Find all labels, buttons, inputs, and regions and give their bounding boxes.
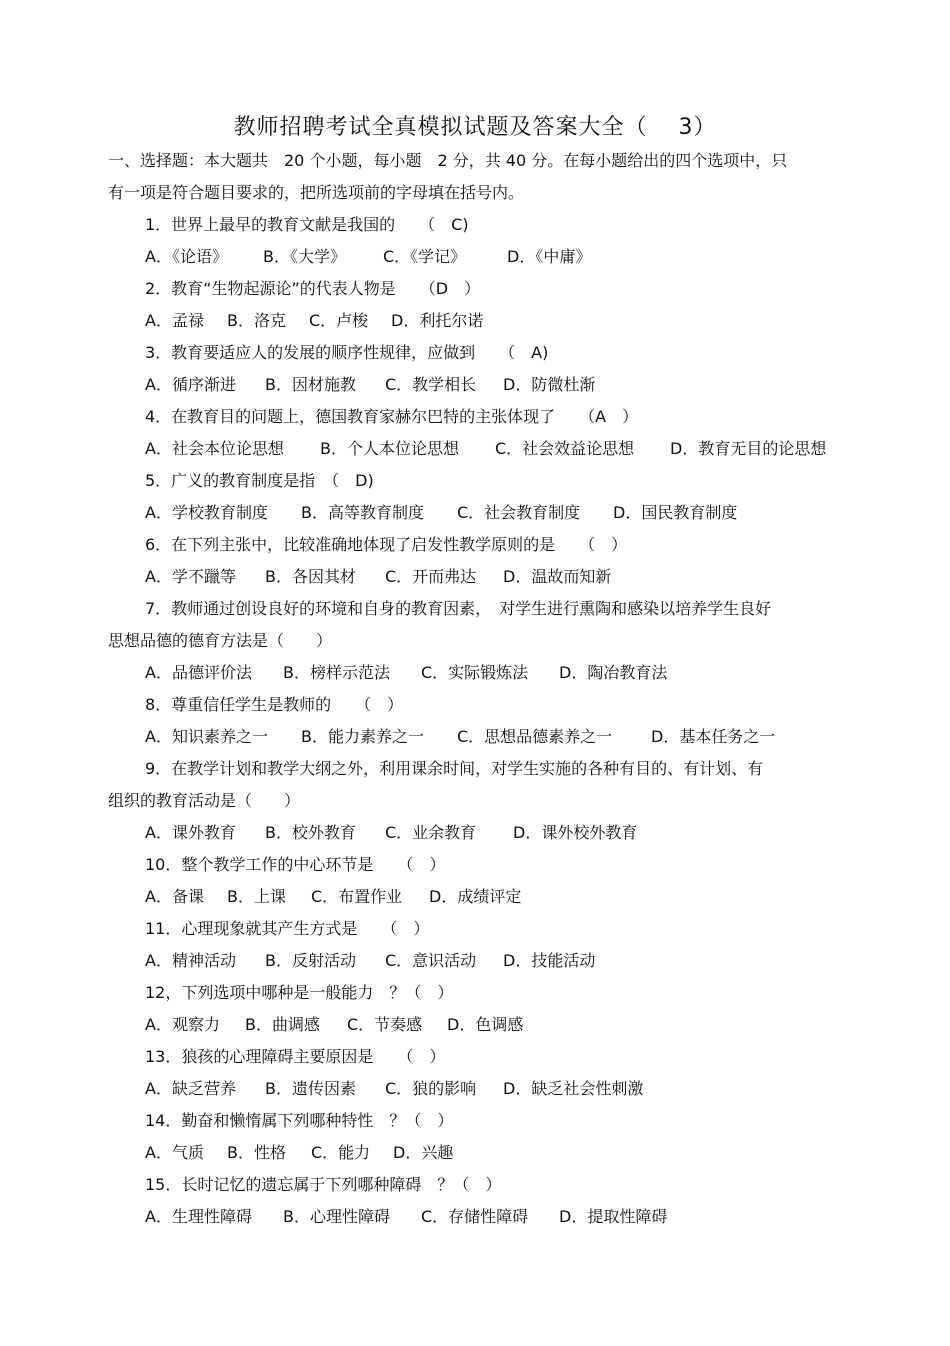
option-d: D．利托尔诺 xyxy=(391,311,484,330)
option-b: B．因材施教 xyxy=(265,375,356,394)
option-d: D．色调感 xyxy=(447,1015,524,1034)
option-c: C．卢梭 xyxy=(309,311,369,330)
option-c: C．节奏感 xyxy=(347,1015,423,1034)
option-c: C．能力 xyxy=(311,1143,371,1162)
option-a: A．社会本位论思想 xyxy=(145,439,284,458)
question-15: 15．长时记忆的遗忘属于下列哪种障碍 ？（ ） xyxy=(145,1175,502,1194)
option-b: B．心理性障碍 xyxy=(283,1207,390,1226)
option-c: C．开而弗达 xyxy=(385,567,477,586)
option-a: A．备课 xyxy=(145,887,204,906)
question-8: 8．尊重信任学生是教师的 （ ） xyxy=(145,695,404,714)
option-c: C．狼的影响 xyxy=(385,1079,477,1098)
option-a: A．学校教育制度 xyxy=(145,503,268,522)
option-c: C．教学相长 xyxy=(385,375,477,394)
option-a: A．循序渐进 xyxy=(145,375,236,394)
question-14: 14．勤奋和懒惰属下列哪种特性 ？（ ） xyxy=(145,1111,454,1130)
option-a: A．品德评价法 xyxy=(145,663,252,682)
option-c: C．思想品德素养之一 xyxy=(457,727,613,746)
option-d: D．课外校外教育 xyxy=(513,823,638,842)
question-10: 10．整个教学工作的中心环节是 （ ） xyxy=(145,855,446,874)
option-a: A．孟禄 xyxy=(145,311,204,330)
option-d: D．陶冶教育法 xyxy=(559,663,668,682)
question-3: 3．教育要适应人的发展的顺序性规律，应做到 （ A) xyxy=(145,343,549,362)
question-6: 6．在下列主张中，比较准确地体现了启发性教学原则的是 （ ） xyxy=(145,535,628,554)
option-d: D．提取性障碍 xyxy=(559,1207,668,1226)
document-title: 教师招聘考试全真模拟试题及答案大全（ 3） xyxy=(233,115,717,140)
question-5: 5．广义的教育制度是指 （ D) xyxy=(145,471,374,490)
option-c: C．布置作业 xyxy=(311,887,403,906)
option-b: B．各因其材 xyxy=(265,567,356,586)
option-b: B．洛克 xyxy=(227,311,286,330)
option-c: C．存储性障碍 xyxy=(421,1207,529,1226)
option-b: B．性格 xyxy=(227,1143,286,1162)
option-c: C．实际锻炼法 xyxy=(421,663,529,682)
option-d: D．温故而知新 xyxy=(503,567,612,586)
question-4: 4．在教育目的问题上，德国教育家赫尔巴特的主张体现了 （A ） xyxy=(145,407,639,426)
option-a: A．观察力 xyxy=(145,1015,220,1034)
option-b: B．校外教育 xyxy=(265,823,356,842)
option-a: A．知识素养之一 xyxy=(145,727,268,746)
option-a: A．课外教育 xyxy=(145,823,236,842)
option-a: A．生理性障碍 xyxy=(145,1207,252,1226)
option-a: A．学不躐等 xyxy=(145,567,236,586)
option-c: C．业余教育 xyxy=(385,823,477,842)
option-c: C．社会教育制度 xyxy=(457,503,581,522)
option-b: B．《大学》 xyxy=(263,247,346,266)
option-d: D．技能活动 xyxy=(503,951,596,970)
option-d: D．缺乏社会性刺激 xyxy=(503,1079,644,1098)
option-b: B．上课 xyxy=(227,887,286,906)
question-9: 9．在教学计划和教学大纲之外，利用课余时间，对学生实施的各种有目的、有计划、有 xyxy=(145,759,764,778)
question-12: 12，下列选项中哪种是一般能力 ？（ ） xyxy=(145,983,454,1002)
option-c: C．《学记》 xyxy=(383,247,467,266)
section-instructions-line-2: 有一项是符合题目要求的，把所选项前的字母填在括号内。 xyxy=(108,183,525,202)
option-b: B．曲调感 xyxy=(245,1015,320,1034)
option-b: B．榜样示范法 xyxy=(283,663,390,682)
section-instructions-line-1: 一、选择题：本大题共 20 个小题，每小题 2 分，共 40 分。在每小题给出的四个选项中，只 xyxy=(108,151,788,170)
option-b: B．遗传因素 xyxy=(265,1079,356,1098)
option-c: C．意识活动 xyxy=(385,951,477,970)
option-d: D．兴趣 xyxy=(393,1143,454,1162)
option-d: D．国民教育制度 xyxy=(613,503,738,522)
option-a: A．缺乏营养 xyxy=(145,1079,236,1098)
option-a: A．精神活动 xyxy=(145,951,236,970)
question-7: 7．教师通过创设良好的环境和自身的教育因素， 对学生进行熏陶和感染以培养学生良好 xyxy=(145,599,772,618)
option-a: A．《论语》 xyxy=(145,247,228,266)
option-d: D．基本任务之一 xyxy=(651,727,776,746)
question-11: 11．心理现象就其产生方式是 （ ） xyxy=(145,919,430,938)
question-1: 1．世界上最早的教育文献是我国的 （ C) xyxy=(145,215,469,234)
option-d: D．成绩评定 xyxy=(429,887,522,906)
question-7-continuation: 思想品德的德育方法是（ ） xyxy=(108,631,333,650)
question-9-continuation: 组织的教育活动是（ ） xyxy=(108,791,301,810)
option-c: C．社会效益论思想 xyxy=(495,439,635,458)
option-b: B．个人本位论思想 xyxy=(320,439,459,458)
option-b: B．反射活动 xyxy=(265,951,356,970)
option-d: D．教育无目的论思想 xyxy=(670,439,827,458)
option-a: A．气质 xyxy=(145,1143,204,1162)
option-b: B．能力素养之一 xyxy=(301,727,424,746)
question-13: 13．狼孩的心理障碍主要原因是 （ ） xyxy=(145,1047,446,1066)
option-b: B．高等教育制度 xyxy=(301,503,424,522)
option-d: D．防微杜渐 xyxy=(503,375,596,394)
option-d: D．《中庸》 xyxy=(507,247,592,266)
question-2: 2．教育“生物起源论”的代表人物是 （D ） xyxy=(145,279,481,298)
